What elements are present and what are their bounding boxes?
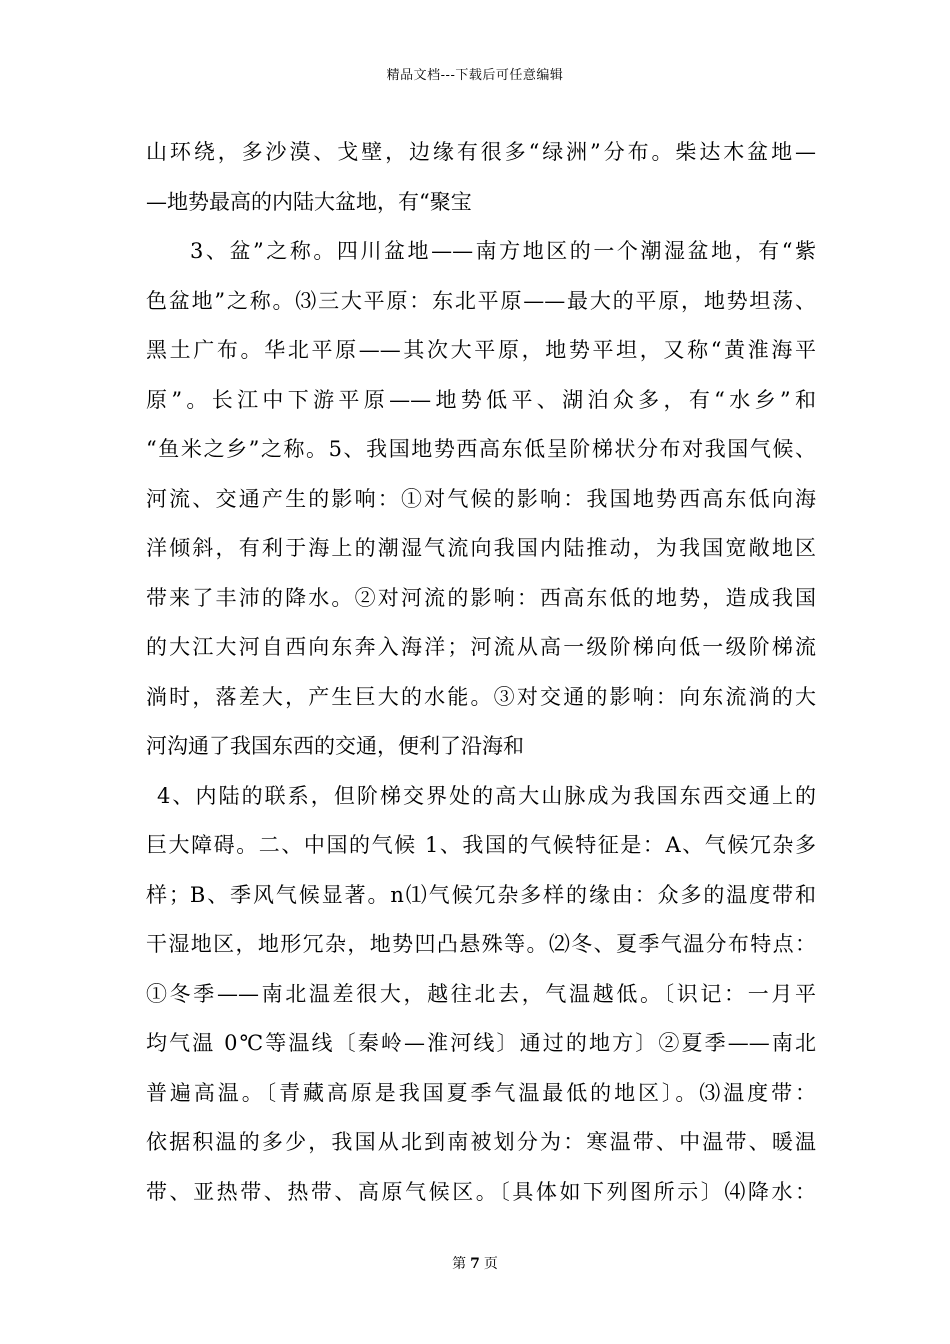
text-line: ①冬季——南北温差很大，越往北去，气温越低。〔识记：一月平 xyxy=(146,981,816,1006)
page-label-suffix: 页 xyxy=(483,1256,498,1272)
text-line: 普遍高温。〔青藏高原是我国夏季气温最低的地区〕。⑶温度带： xyxy=(146,1080,816,1105)
text-line: 均气温 0℃等温线〔秦岭—淮河线〕通过的地方〕②夏季——南北 xyxy=(146,1031,816,1055)
page-header: 精品文档---下载后可任意编辑 xyxy=(386,68,564,83)
text-line: “鱼米之乡”之称。5、我国地势西高东低呈阶梯状分布对我国气候、 xyxy=(146,437,816,461)
text-line: 黑土广布。华北平原——其次大平原，地势平坦，又称“黄淮海平 xyxy=(146,338,816,362)
text-line: 原”。长江中下游平原——地势低平、湖泊众多，有“水乡”和 xyxy=(146,387,816,412)
text-line: 3、盆”之称。四川盆地——南方地区的一个潮湿盆地，有“紫 xyxy=(190,239,816,263)
text-line: 4、内陆的联系，但阶梯交界处的高大山脉成为我国东西交通上的 xyxy=(157,783,816,808)
text-line: 依据积温的多少，我国从北到南被划分为：寒温带、中温带、暖温 xyxy=(146,1130,816,1154)
page-number: 7 xyxy=(470,1256,480,1272)
page-footer xyxy=(0,1253,950,1273)
text-line: 的大江大河自西向东奔入海洋；河流从高一级阶梯向低一级阶梯流 xyxy=(146,635,816,659)
text-line: 山环绕，多沙漠、戈壁，边缘有很多“绿洲”分布。柴达木盆地— xyxy=(146,140,816,164)
text-line: 干湿地区，地形冗杂，地势凹凸悬殊等。⑵冬、夏季气温分布特点： xyxy=(146,932,816,956)
text-line: 河流、交通产生的影响：①对气候的影响：我国地势西高东低向海 xyxy=(146,486,816,511)
text-line: 样；B、季风气候显著。n⑴气候冗杂多样的缘由：众多的温度带和 xyxy=(146,882,816,907)
document-body xyxy=(146,128,816,1217)
text-line: —地势最高的内陆大盆地，有“聚宝 xyxy=(146,189,472,214)
text-line: 淌时，落差大，产生巨大的水能。③对交通的影响：向东流淌的大 xyxy=(146,684,816,709)
text-line: 带、亚热带、热带、高原气候区。〔具体如下列图所示〕⑷降水： xyxy=(146,1179,816,1204)
text-line: 带来了丰沛的降水。②对河流的影响：西高东低的地势，造成我国 xyxy=(146,585,816,610)
text-line: 巨大障碍。二、中国的气候 1、我国的气候特征是：A、气候冗杂多 xyxy=(146,833,816,857)
text-line: 河沟通了我国东西的交通，便利了沿海和 xyxy=(146,734,524,758)
page-label-prefix: 第 xyxy=(452,1256,467,1272)
text-line: 色盆地”之称。⑶三大平原：东北平原——最大的平原，地势坦荡、 xyxy=(146,288,816,313)
text-line: 洋倾斜，有利于海上的潮湿气流向我国内陆推动，为我国宽敞地区 xyxy=(146,536,816,560)
